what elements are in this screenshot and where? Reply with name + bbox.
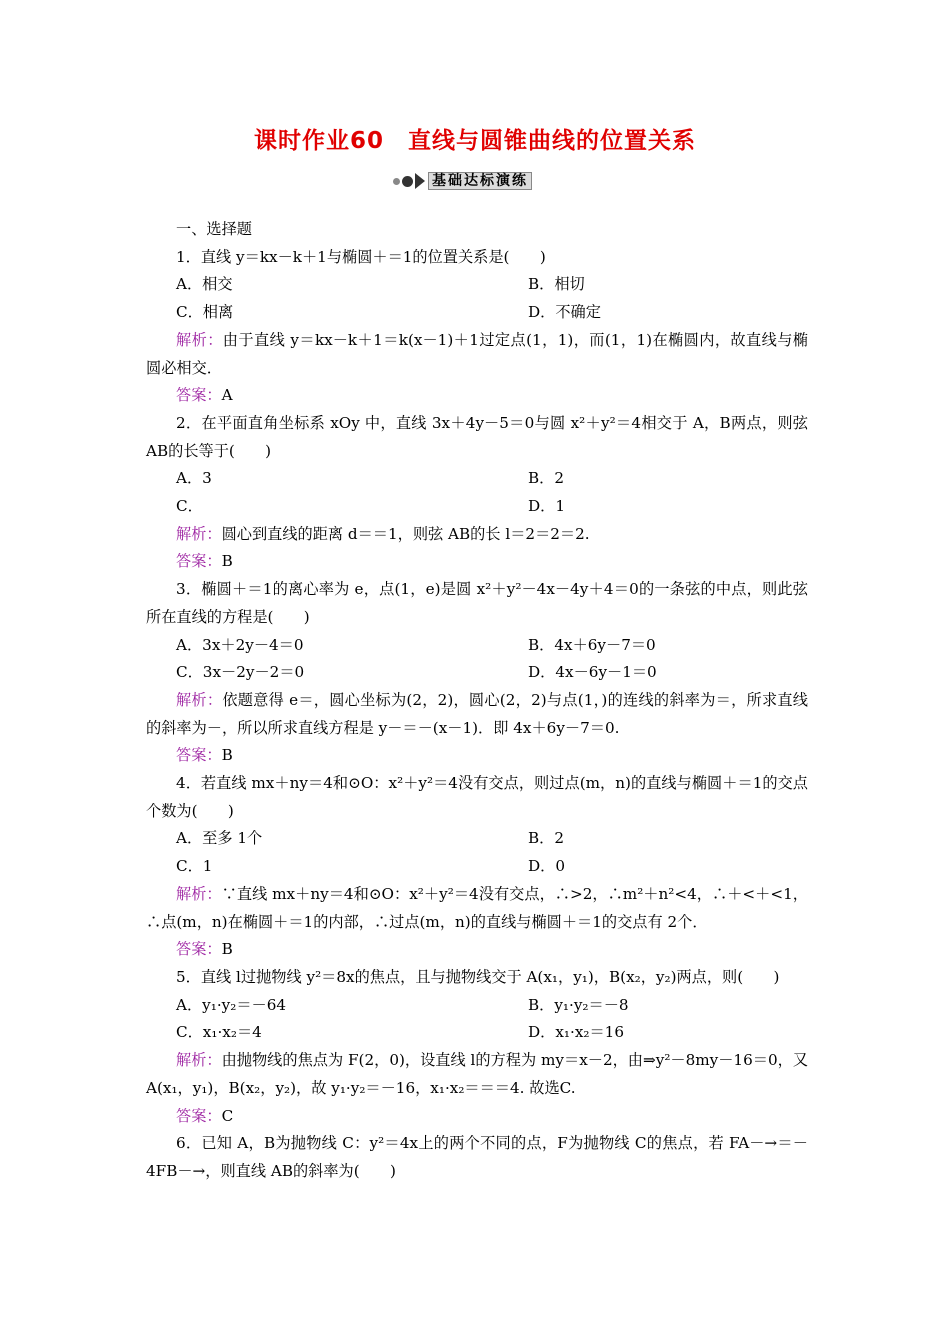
question-1-analysis [146, 327, 808, 382]
question-4-analysis [146, 881, 808, 936]
question-1-options-row [146, 271, 808, 299]
exercise-content [146, 216, 808, 1186]
analysis-text: 由抛物线的焦点为 F(2，0)，设直线 l的方程为 my＝x－2，由⇒y²－8my－16＝0，又 A(x₁，y₁)，B(x₂，y₂)，故 y₁·y₂＝－16，x₁·x₂＝＝＝4. 故选C. [146, 1051, 809, 1097]
banner-arrow-icon [415, 173, 425, 189]
question-4-answer [146, 936, 808, 964]
question-1-stem: 1．直线 y＝kx－k＋1与椭圆＋＝1的位置关系是( ) [176, 247, 546, 266]
option-b: B．2 [528, 469, 565, 488]
question-4-stem: 4．若直线 mx＋ny＝4和⊙O：x²＋y²＝4没有交点，则过点(m，n)的直线与椭圆＋＝1的交点个数为( ) [146, 774, 808, 820]
answer-label: 答案： [176, 940, 222, 959]
option-a: A．y₁·y₂＝－64 [176, 995, 287, 1014]
option-c: C．1 [176, 857, 213, 876]
analysis-label: 解析： [176, 690, 223, 709]
question-3-options-row [146, 659, 808, 687]
option-c: C．x₁·x₂＝4 [176, 1023, 262, 1042]
question-1-answer [146, 382, 808, 410]
analysis-text: ∵直线 mx＋ny＝4和⊙O：x²＋y²＝4没有交点，∴>2，∴m²＋n²<4，∴＋<＋<1，∴点(m，n)在椭圆＋＝1的内部，∴过点(m，n)的直线与椭圆＋＝1的交点有 2个． [146, 884, 808, 931]
question-3-stem: 3．椭圆＋＝1的离心率为 e，点(1，e)是圆 x²＋y²－4x－4y＋4＝0的一条弦的中点，则此弦所在直线的方程是( ) [146, 580, 808, 626]
banner-dot-icon [402, 176, 413, 187]
option-b: B．y₁·y₂＝－8 [528, 995, 629, 1014]
analysis-text: 圆心到直线的距离 d＝＝1，则弦 AB的长 l＝2＝2＝2. [221, 524, 590, 543]
section-banner [393, 171, 532, 191]
answer-label: 答案： [176, 746, 222, 765]
option-b: B．相切 [528, 275, 585, 294]
answer-value: A [221, 386, 233, 405]
option-d: D．0 [528, 857, 566, 876]
question-6-stem: 6．已知 A，B为抛物线 C：y²＝4x上的两个不同的点，F为抛物线 C的焦点，若 FA－→＝－4FB－→，则直线 AB的斜率为( ) [146, 1134, 808, 1180]
section-heading: 一、选择题 [176, 220, 252, 238]
analysis-label: 解析： [176, 1051, 222, 1070]
answer-value: B [221, 746, 233, 765]
question-4-options-row [146, 825, 808, 853]
analysis-text: 由于直线 y＝kx－k＋1＝k(x－1)＋1过定点(1，1)，而(1，1)在椭圆内，故直线与椭圆必相交． [146, 330, 808, 377]
option-a: A．3x＋2y－4＝0 [176, 635, 304, 654]
answer-value: C [221, 1106, 234, 1125]
answer-value: B [221, 940, 233, 959]
option-c: C．3x－2y－2＝0 [176, 663, 305, 682]
question-2-options-row [146, 465, 808, 493]
option-a: A．至多 1个 [176, 829, 263, 848]
option-b: B．4x＋6y－7＝0 [528, 635, 656, 654]
question-5-answer [146, 1103, 808, 1131]
analysis-text: 依题意得 e＝，圆心坐标为(2，2)，圆心(2，2)与点(1，)的连线的斜率为＝，所求直线的斜率为－，所以所求直线方程是 y－＝－(x－1)．即 4x＋6y－7＝0. [146, 690, 808, 737]
option-b: B．2 [528, 829, 565, 848]
option-c: C．相离 [176, 303, 234, 322]
answer-label: 答案： [176, 386, 222, 405]
answer-label: 答案： [176, 552, 222, 571]
question-4-options-row [146, 853, 808, 881]
analysis-label: 解析： [176, 884, 222, 903]
answer-label: 答案： [176, 1106, 222, 1125]
option-d: D．不确定 [528, 303, 601, 322]
question-5-stem: 5．直线 l过抛物线 y²＝8x的焦点，且与抛物线交于 A(x₁，y₁)，B(x₂，y₂)两点，则( ) [176, 967, 780, 986]
question-1-options-row [146, 299, 808, 327]
answer-value: B [221, 552, 233, 571]
banner-dot-icon [393, 178, 400, 185]
option-d: D．1 [528, 497, 566, 516]
question-5-options-row [146, 992, 808, 1020]
page-title: 课时作业60 直线与圆锥曲线的位置关系 [253, 128, 696, 154]
option-a: A．3 [176, 469, 212, 488]
question-5-analysis [146, 1047, 808, 1102]
question-3-answer [146, 742, 808, 770]
question-2-options-row [146, 493, 808, 521]
question-2-answer [146, 548, 808, 576]
option-a: A．相交 [176, 275, 233, 294]
question-2-stem: 2．在平面直角坐标系 xOy 中，直线 3x＋4y－5＝0与圆 x²＋y²＝4相交于 A，B两点，则弦 AB的长等于( ) [146, 413, 808, 460]
question-2-analysis [146, 521, 808, 549]
option-d: D．4x－6y－1＝0 [528, 663, 657, 682]
analysis-label: 解析： [176, 524, 222, 543]
analysis-label: 解析： [176, 330, 223, 349]
question-5-options-row [146, 1019, 808, 1047]
option-c: C． [176, 497, 203, 516]
question-3-analysis [146, 687, 808, 742]
option-d: D．x₁·x₂＝16 [528, 1023, 625, 1042]
banner-label: 基础达标演练 [428, 172, 532, 190]
question-3-options-row [146, 632, 808, 660]
